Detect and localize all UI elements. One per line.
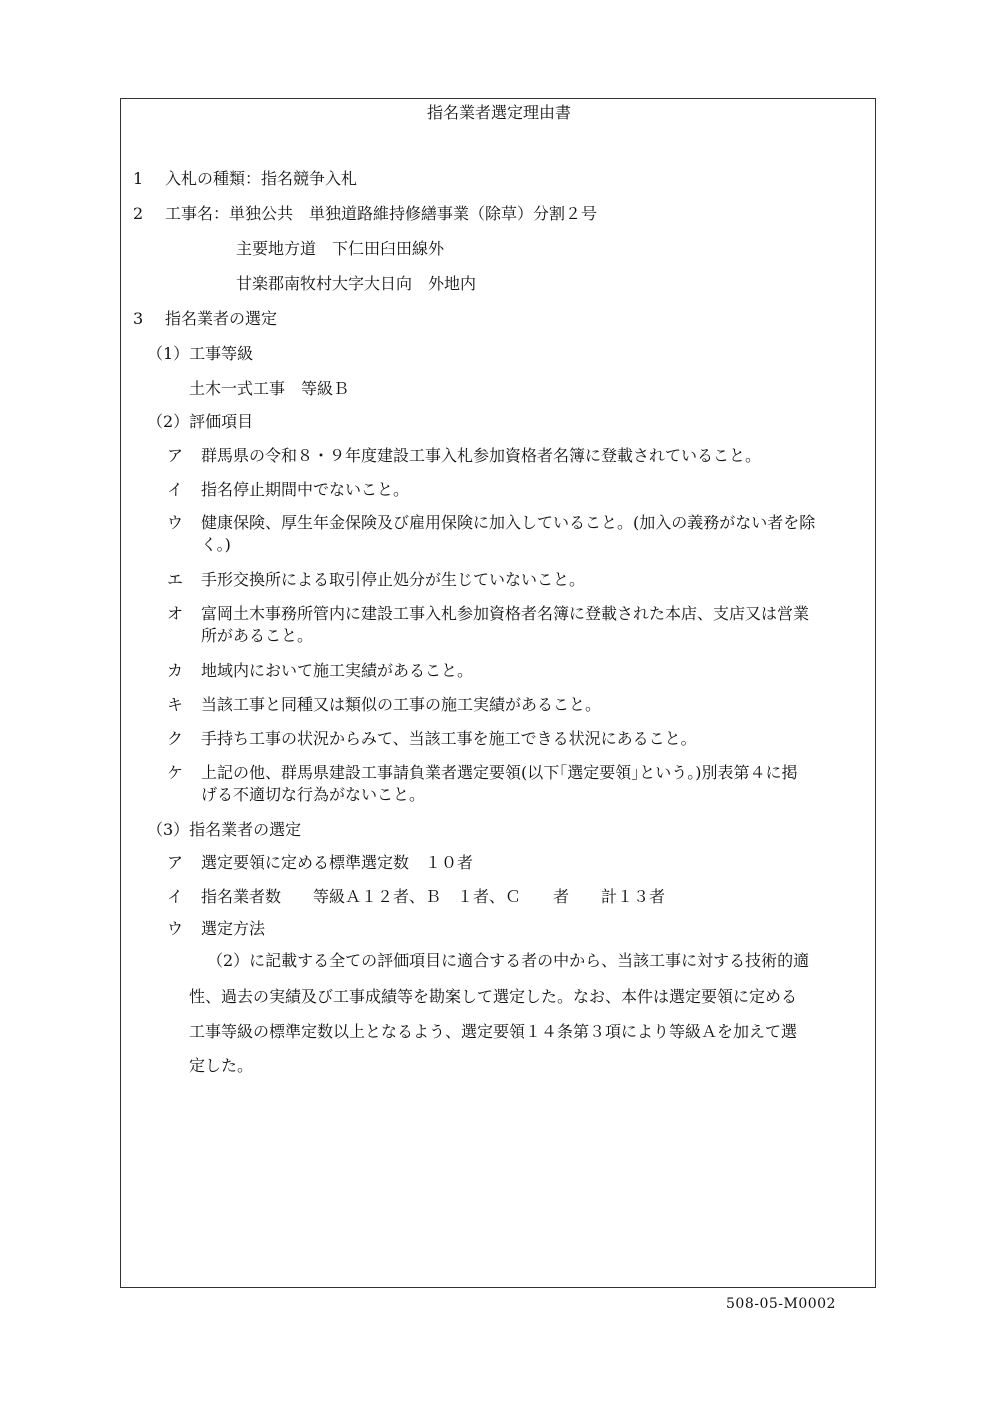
criteria-item-mark: オ [167, 604, 184, 623]
designated-contractor-count: 指名業者数 等級Ａ１２者、Ｂ １者、Ｃ 者 計１３者 [201, 887, 666, 906]
subsection-2-label: （2）評価項目 [147, 412, 254, 431]
criteria-item-text: 上記の他、群馬県建設工事請負業者選定要領(以下｢選定要領｣という。)別表第４に掲 [201, 763, 798, 782]
criteria-item-text: 健康保険、厚生年金保険及び雇用保険に加入していること。(加入の義務がない者を除 [201, 513, 816, 532]
selection-item-mark: ア [167, 853, 184, 872]
section-2-route: 主要地方道 下仁田臼田線外 [236, 239, 445, 258]
section-1-number: 1 [133, 169, 144, 188]
section-2-location: 甘楽郡南牧村大字大日向 外地内 [236, 274, 477, 293]
criteria-item-mark: ク [167, 729, 184, 748]
criteria-item-text-cont: げる不適切な行為がないこと。 [201, 785, 426, 804]
criteria-item-text: 手形交換所による取引停止処分が生じていないこと。 [201, 570, 586, 589]
section-2-number: 2 [133, 204, 144, 223]
selection-item-mark: イ [167, 887, 184, 906]
selection-method-text: （2）に記載する全ての評価項目に適合する者の中から、当該工事に対する技術的適 [207, 951, 810, 970]
criteria-item-mark: キ [167, 695, 184, 714]
selection-method-text: 工事等級の標準定数以上となるよう、選定要領１４条第３項により等級Ａを加えて選 [189, 1022, 798, 1041]
selection-method-text: 性、過去の実績及び工事成績等を勘案して選定した。なお、本件は選定要領に定める [189, 987, 798, 1006]
criteria-item-text: 手持ち工事の状況からみて、当該工事を施工できる状況にあること。 [201, 729, 697, 748]
criteria-item-mark: イ [167, 480, 184, 499]
criteria-item-mark: エ [167, 570, 184, 589]
criteria-item-mark: ケ [167, 763, 184, 782]
criteria-item-text-cont: 所があること。 [201, 626, 314, 645]
document-frame [120, 98, 876, 1288]
selection-method-label: 選定方法 [201, 919, 266, 938]
criteria-item-mark: カ [167, 661, 184, 680]
criteria-item-text: 指名停止期間中でないこと。 [201, 480, 410, 499]
selection-item-mark: ウ [167, 919, 184, 938]
document-title: 指名業者選定理由書 [426, 103, 571, 122]
section-2-text: 工事名：単独公共 単独道路維持修繕事業（除草）分割２号 [165, 204, 598, 223]
selection-method-text: 定した。 [189, 1056, 254, 1075]
criteria-item-text: 当該工事と同種又は類似の工事の施工実績があること。 [201, 695, 602, 714]
section-3-text: 指名業者の選定 [165, 309, 278, 328]
criteria-item-mark: ア [167, 446, 184, 465]
subsection-1-value: 土木一式工事 等級Ｂ [189, 379, 350, 398]
criteria-item-text: 富岡土木事務所管内に建設工事入札参加資格者名簿に登載された本店、支店又は営業 [201, 604, 810, 623]
section-3-number: 3 [133, 309, 144, 328]
criteria-item-text: 地域内において施工実績があること。 [201, 661, 474, 680]
standard-selection-count: 選定要領に定める標準選定数 １０者 [201, 853, 474, 872]
criteria-item-mark: ウ [167, 513, 184, 532]
criteria-item-text: 群馬県の令和８・９年度建設工事入札参加資格者名簿に登載されていること。 [201, 446, 762, 465]
document-code: 508-05-M0002 [726, 1296, 836, 1312]
subsection-1-label: （1）工事等級 [147, 344, 254, 363]
subsection-3-label: （3）指名業者の選定 [147, 820, 302, 839]
criteria-item-text-cont: く。) [201, 535, 231, 554]
section-1-text: 入札の種類：指名競争入札 [165, 169, 358, 188]
